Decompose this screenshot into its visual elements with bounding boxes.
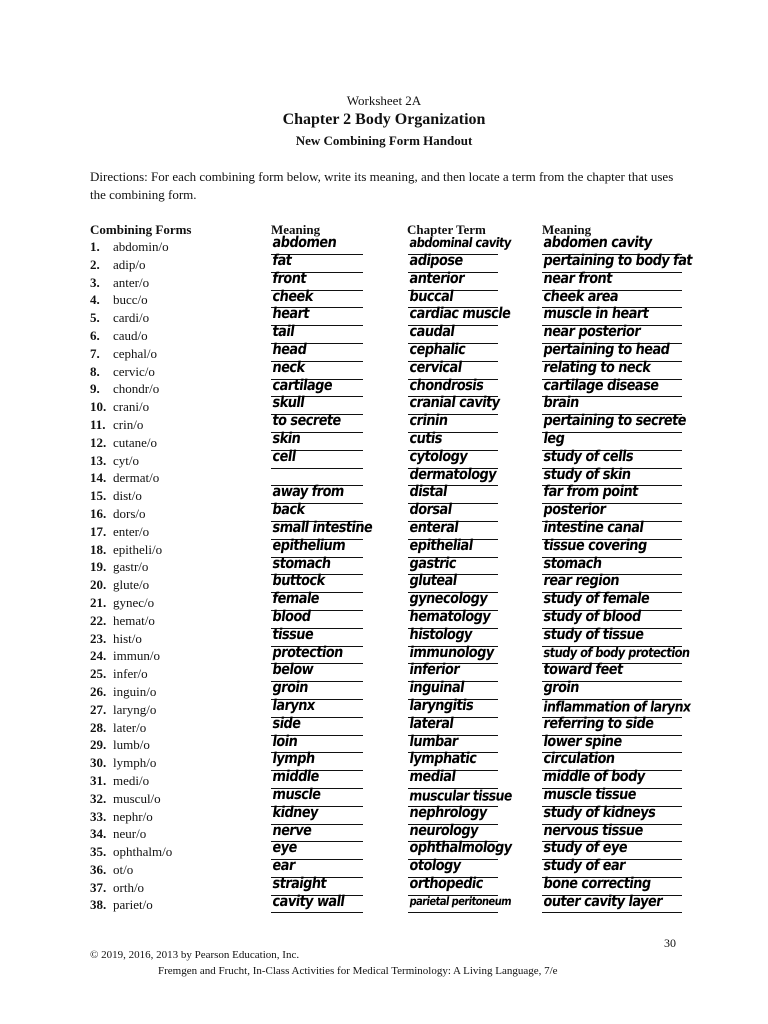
- term-meaning-answer-handwriting: lower spine: [542, 732, 623, 751]
- meaning-answer-handwriting: protection: [271, 644, 344, 662]
- meaning-answer-handwriting: heart: [271, 305, 311, 324]
- meaning-answer-handwriting: front: [271, 270, 308, 288]
- column-header-meaning2: Meaning: [542, 222, 592, 237]
- term-meaning-answer-handwriting: muscle in heart: [542, 305, 650, 324]
- combining-form: ophthalm/o: [113, 844, 173, 860]
- term-meaning-answer-handwriting: referring to side: [542, 715, 655, 733]
- meaning-answer-handwriting: cell: [271, 448, 297, 466]
- combining-forms-list: [90, 234, 768, 914]
- term-meaning-answer-handwriting: muscle tissue: [542, 786, 638, 804]
- combining-form: pariet/o: [113, 897, 153, 913]
- chapter-term-answer-handwriting: adipose: [408, 252, 464, 270]
- combining-form: muscul/o: [113, 790, 161, 806]
- meaning-answer-handwriting: muscle: [271, 786, 322, 804]
- term-meaning-answer-handwriting: study of ear: [542, 857, 627, 875]
- meaning-answer-handwriting: cheek: [271, 288, 314, 306]
- item-number: 14.: [90, 470, 107, 486]
- term-meaning-answer-handwriting: near posterior: [542, 323, 642, 341]
- item-number: 10.: [90, 399, 107, 415]
- chapter-term-answer-handwriting: enteral: [408, 519, 460, 537]
- combining-form: neur/o: [113, 826, 147, 842]
- meaning-answer-handwriting: back: [271, 501, 306, 519]
- chapter-term-answer-handwriting: muscular tissue: [408, 786, 514, 804]
- meaning-answer-handwriting: straight: [271, 875, 328, 893]
- item-number: 34.: [90, 826, 107, 842]
- chapter-term-answer-handwriting: dermatology: [408, 466, 498, 484]
- chapter-term-answer-handwriting: caudal: [408, 323, 456, 341]
- footer-source: Fremgen and Frucht, In-Class Activities for Medical Terminology: A Living Language, 7/e: [158, 965, 558, 977]
- item-number: 13.: [90, 452, 107, 468]
- meaning-answer-handwriting: stomach: [271, 555, 332, 573]
- chapter-term-answer-handwriting: distal: [408, 483, 449, 502]
- meaning-answer-handwriting: middle: [271, 768, 321, 786]
- item-number: 26.: [90, 683, 107, 699]
- combining-form: abdomin/o: [113, 239, 169, 254]
- item-number: 2.: [90, 256, 100, 272]
- combining-form: caud/o: [113, 327, 148, 343]
- meaning-answer-handwriting: head: [271, 341, 308, 359]
- term-meaning-answer-handwriting: study of eye: [542, 839, 629, 858]
- item-number: 31.: [90, 772, 107, 788]
- chapter-term-answer-handwriting: gynecology: [408, 590, 489, 608]
- term-meaning-answer-handwriting: study of tissue: [542, 626, 645, 644]
- meaning-answer-handwriting: cartilage: [271, 377, 334, 395]
- item-number: 4.: [90, 292, 100, 308]
- term-meaning-answer-handwriting: abdomen cavity: [542, 234, 653, 252]
- combining-form: cephal/o: [113, 345, 158, 361]
- item-number: 29.: [90, 737, 107, 753]
- term-meaning-answer-handwriting: toward feet: [542, 661, 624, 680]
- meaning-answer-handwriting: tissue: [271, 626, 315, 644]
- meaning-answer-handwriting: cavity wall: [271, 893, 346, 911]
- meaning-answer-handwriting: below: [271, 661, 315, 680]
- meaning-answer-handwriting: eye: [271, 839, 299, 858]
- item-number: 3.: [90, 274, 100, 290]
- worksheet-label: Worksheet 2A: [346, 93, 422, 108]
- item-number: 7.: [90, 345, 100, 361]
- combining-form: lymph/o: [113, 755, 157, 771]
- term-meaning-answer-handwriting: circulation: [542, 750, 616, 769]
- term-meaning-answer-handwriting: far from point: [542, 483, 639, 502]
- combining-form: dermat/o: [113, 470, 160, 486]
- chapter-term-answer-handwriting: orthopedic: [408, 875, 485, 893]
- meaning-answer-handwriting: ear: [271, 857, 296, 875]
- term-meaning-answer-handwriting: groin: [542, 679, 581, 697]
- chapter-term-answer-handwriting: gastric: [408, 555, 458, 573]
- combining-form: later/o: [113, 719, 147, 735]
- combining-form: immun/o: [113, 648, 160, 664]
- term-meaning-answer-handwriting: pertaining to secrete: [542, 412, 688, 430]
- combining-form: cutane/o: [113, 434, 158, 450]
- item-number: 20.: [90, 577, 107, 593]
- chapter-title: Chapter 2 Body Organization: [282, 111, 486, 128]
- directions-text: Directions: For each combining form below, write its meaning, and then locate a term from the chapter that uses the combining form.: [90, 169, 674, 202]
- chapter-term-answer-handwriting: cranial cavity: [408, 394, 501, 413]
- combining-form: nephr/o: [113, 808, 153, 824]
- item-number: 38.: [90, 897, 107, 913]
- meaning-answer-handwriting: tail: [271, 323, 296, 341]
- item-number: 18.: [90, 541, 107, 557]
- combining-form: hist/o: [113, 630, 142, 646]
- chapter-term-answer-handwriting: anterior: [408, 270, 466, 288]
- chapter-term-answer-handwriting: abdominal cavity: [408, 234, 513, 251]
- term-meaning-answer-handwriting: leg: [542, 430, 566, 448]
- chapter-term-answer-handwriting: nephrology: [408, 804, 488, 822]
- item-number: 35.: [90, 844, 107, 860]
- term-meaning-answer-handwriting: relating to neck: [542, 359, 652, 377]
- combining-form: medi/o: [113, 772, 150, 788]
- chapter-term-answer-handwriting: cytology: [408, 448, 469, 466]
- chapter-term-answer-handwriting: cutis: [408, 430, 444, 448]
- combining-form: orth/o: [113, 879, 145, 895]
- meaning-answer-handwriting: fat: [271, 252, 293, 270]
- chapter-term-answer-handwriting: lateral: [408, 715, 455, 733]
- combining-form: glute/o: [113, 577, 150, 593]
- item-number: 6.: [90, 327, 100, 343]
- combining-form: enter/o: [113, 523, 150, 539]
- combining-form: cyt/o: [113, 452, 139, 468]
- item-number: 24.: [90, 648, 107, 664]
- combining-form: infer/o: [113, 666, 148, 682]
- chapter-term-answer-handwriting: dorsal: [408, 501, 453, 519]
- chapter-term-answer-handwriting: histology: [408, 626, 474, 644]
- meaning-answer-handwriting: blood: [271, 608, 312, 626]
- term-meaning-answer-handwriting: study of body protection: [542, 644, 691, 661]
- item-number: 30.: [90, 755, 107, 771]
- combining-form: gynec/o: [113, 594, 155, 610]
- term-meaning-answer-handwriting: cheek area: [542, 288, 620, 306]
- term-meaning-answer-handwriting: outer cavity layer: [542, 893, 664, 911]
- chapter-term-answer-handwriting: crinin: [408, 412, 449, 430]
- item-number: 5.: [90, 310, 100, 326]
- combining-form: dors/o: [113, 505, 146, 521]
- term-meaning-answer-handwriting: posterior: [542, 501, 607, 519]
- column-header-meaning: Meaning: [271, 222, 321, 237]
- combining-form: cardi/o: [113, 310, 150, 326]
- item-number: 11.: [90, 416, 106, 432]
- combining-form: epitheli/o: [113, 541, 163, 557]
- column-header-term: Chapter Term: [407, 222, 486, 237]
- chapter-term-answer-handwriting: cervical: [408, 359, 463, 377]
- meaning-answer-handwriting: groin: [271, 679, 310, 697]
- chapter-term-answer-handwriting: chondrosis: [408, 377, 485, 395]
- combining-form: gastr/o: [113, 559, 149, 575]
- meaning-answer-blank[interactable]: [271, 893, 363, 913]
- combining-form: cervic/o: [113, 363, 155, 379]
- item-number: 27.: [90, 701, 107, 717]
- item-number: 15.: [90, 488, 107, 504]
- term-meaning-answer-handwriting: intestine canal: [542, 519, 645, 537]
- chapter-term-answer-handwriting: parietal peritoneum: [408, 895, 512, 909]
- term-meaning-answer-handwriting: pertaining to body fat: [542, 252, 694, 270]
- meaning-answer-handwriting: buttock: [271, 572, 326, 591]
- combining-form: lumb/o: [113, 737, 150, 753]
- handout-subtitle: New Combining Form Handout: [295, 133, 473, 148]
- chapter-term-answer-handwriting: buccal: [408, 288, 455, 306]
- meaning-answer-handwriting: epithelium: [271, 537, 347, 555]
- chapter-term-answer-handwriting: lumbar: [408, 732, 459, 751]
- item-number: 23.: [90, 630, 107, 646]
- item-number: 16.: [90, 505, 107, 521]
- chapter-term-answer-handwriting: laryngitis: [408, 697, 475, 715]
- term-meaning-answer-handwriting: study of female: [542, 590, 651, 608]
- term-meaning-answer-handwriting: inflammation of larynx: [542, 697, 692, 715]
- combining-form: ot/o: [113, 861, 134, 877]
- combining-form: anter/o: [113, 274, 150, 290]
- meaning-answer-handwriting: abdomen: [271, 234, 338, 252]
- term-meaning-answer-handwriting: rear region: [542, 572, 621, 591]
- item-number: 19.: [90, 559, 107, 575]
- meaning-answer-blank[interactable]: [271, 448, 363, 469]
- meaning-answer-handwriting: larynx: [271, 697, 316, 715]
- term-meaning-answer-handwriting: stomach: [542, 555, 603, 573]
- chapter-term-answer-handwriting: cardiac muscle: [408, 305, 512, 324]
- meaning-answer-handwriting: loin: [271, 732, 299, 751]
- term-meaning-answer-handwriting: study of skin: [542, 466, 632, 484]
- chapter-term-answer-blank[interactable]: [408, 895, 512, 913]
- meaning-answer-handwriting: female: [271, 590, 321, 608]
- item-number: 37.: [90, 879, 107, 895]
- term-meaning-answer-handwriting: study of cells: [542, 448, 635, 466]
- item-number: 22.: [90, 612, 107, 628]
- term-meaning-answer-handwriting: study of blood: [542, 608, 642, 626]
- combining-form: crin/o: [113, 416, 144, 432]
- item-number: 8.: [90, 363, 100, 379]
- chapter-term-answer-handwriting: inguinal: [408, 679, 466, 697]
- meaning-answer-handwriting: to secrete: [271, 412, 342, 430]
- term-meaning-answer-handwriting: brain: [542, 394, 580, 413]
- meaning-answer-handwriting: neck: [271, 359, 306, 377]
- item-number: 17.: [90, 523, 107, 539]
- meaning-answer-handwriting: kidney: [271, 804, 320, 822]
- item-number: 12.: [90, 434, 107, 450]
- meaning-answer-handwriting: side: [271, 715, 302, 733]
- item-number: 21.: [90, 594, 107, 610]
- item-number: 32.: [90, 790, 107, 806]
- chapter-term-answer-handwriting: gluteal: [408, 572, 458, 591]
- footer-copyright: © 2019, 2016, 2013 by Pearson Education, Inc.: [90, 949, 300, 961]
- combining-form: chondr/o: [113, 381, 160, 397]
- combining-form: adip/o: [113, 256, 146, 272]
- term-meaning-answer-handwriting: cartilage disease: [542, 377, 660, 395]
- chapter-term-answer-handwriting: lymphatic: [408, 750, 478, 769]
- combining-form: crani/o: [113, 399, 150, 415]
- meaning-answer-handwriting: nerve: [271, 821, 313, 840]
- combining-form: dist/o: [113, 488, 142, 504]
- page-number: 30: [664, 936, 676, 950]
- meaning-answer-handwriting: small intestine: [271, 519, 374, 537]
- chapter-term-answer-handwriting: medial: [408, 768, 457, 786]
- term-meaning-answer-handwriting: middle of body: [542, 768, 646, 786]
- combining-form: laryng/o: [113, 701, 157, 717]
- term-meaning-answer-handwriting: tissue covering: [542, 537, 648, 555]
- item-number: 36.: [90, 861, 107, 877]
- column-header-forms: Combining Forms: [90, 222, 192, 237]
- chapter-term-answer-handwriting: inferior: [408, 661, 461, 680]
- term-meaning-answer-handwriting: bone correcting: [542, 875, 652, 893]
- item-number: 1.: [90, 239, 100, 254]
- chapter-term-answer-handwriting: hematology: [408, 608, 492, 626]
- meaning-answer-handwriting: lymph: [271, 750, 316, 769]
- meaning-answer-handwriting: away from: [271, 483, 346, 502]
- chapter-term-answer-handwriting: immunology: [408, 644, 495, 662]
- meaning-answer-handwriting: skin: [271, 430, 302, 448]
- item-number: 33.: [90, 808, 107, 824]
- chapter-term-answer-handwriting: ophthalmology: [408, 839, 513, 858]
- meaning-answer-handwriting: skull: [271, 394, 306, 413]
- item-number: 28.: [90, 719, 107, 735]
- term-meaning-answer-handwriting: study of kidneys: [542, 804, 657, 822]
- combining-form: hemat/o: [113, 612, 155, 628]
- item-number: 9.: [90, 381, 100, 397]
- chapter-term-answer-handwriting: epithelial: [408, 537, 474, 555]
- term-meaning-answer-handwriting: nervous tissue: [542, 821, 644, 840]
- combining-form: bucc/o: [113, 292, 148, 308]
- item-number: 25.: [90, 666, 107, 682]
- list-item: [90, 893, 768, 914]
- chapter-term-answer-handwriting: neurology: [408, 821, 480, 840]
- chapter-term-answer-handwriting: cephalic: [408, 341, 467, 359]
- combining-form: inguin/o: [113, 683, 157, 699]
- chapter-term-answer-handwriting: otology: [408, 857, 462, 875]
- term-meaning-answer-handwriting: pertaining to head: [542, 341, 671, 359]
- term-meaning-answer-handwriting: near front: [542, 270, 613, 288]
- term-meaning-answer-blank[interactable]: [542, 893, 682, 913]
